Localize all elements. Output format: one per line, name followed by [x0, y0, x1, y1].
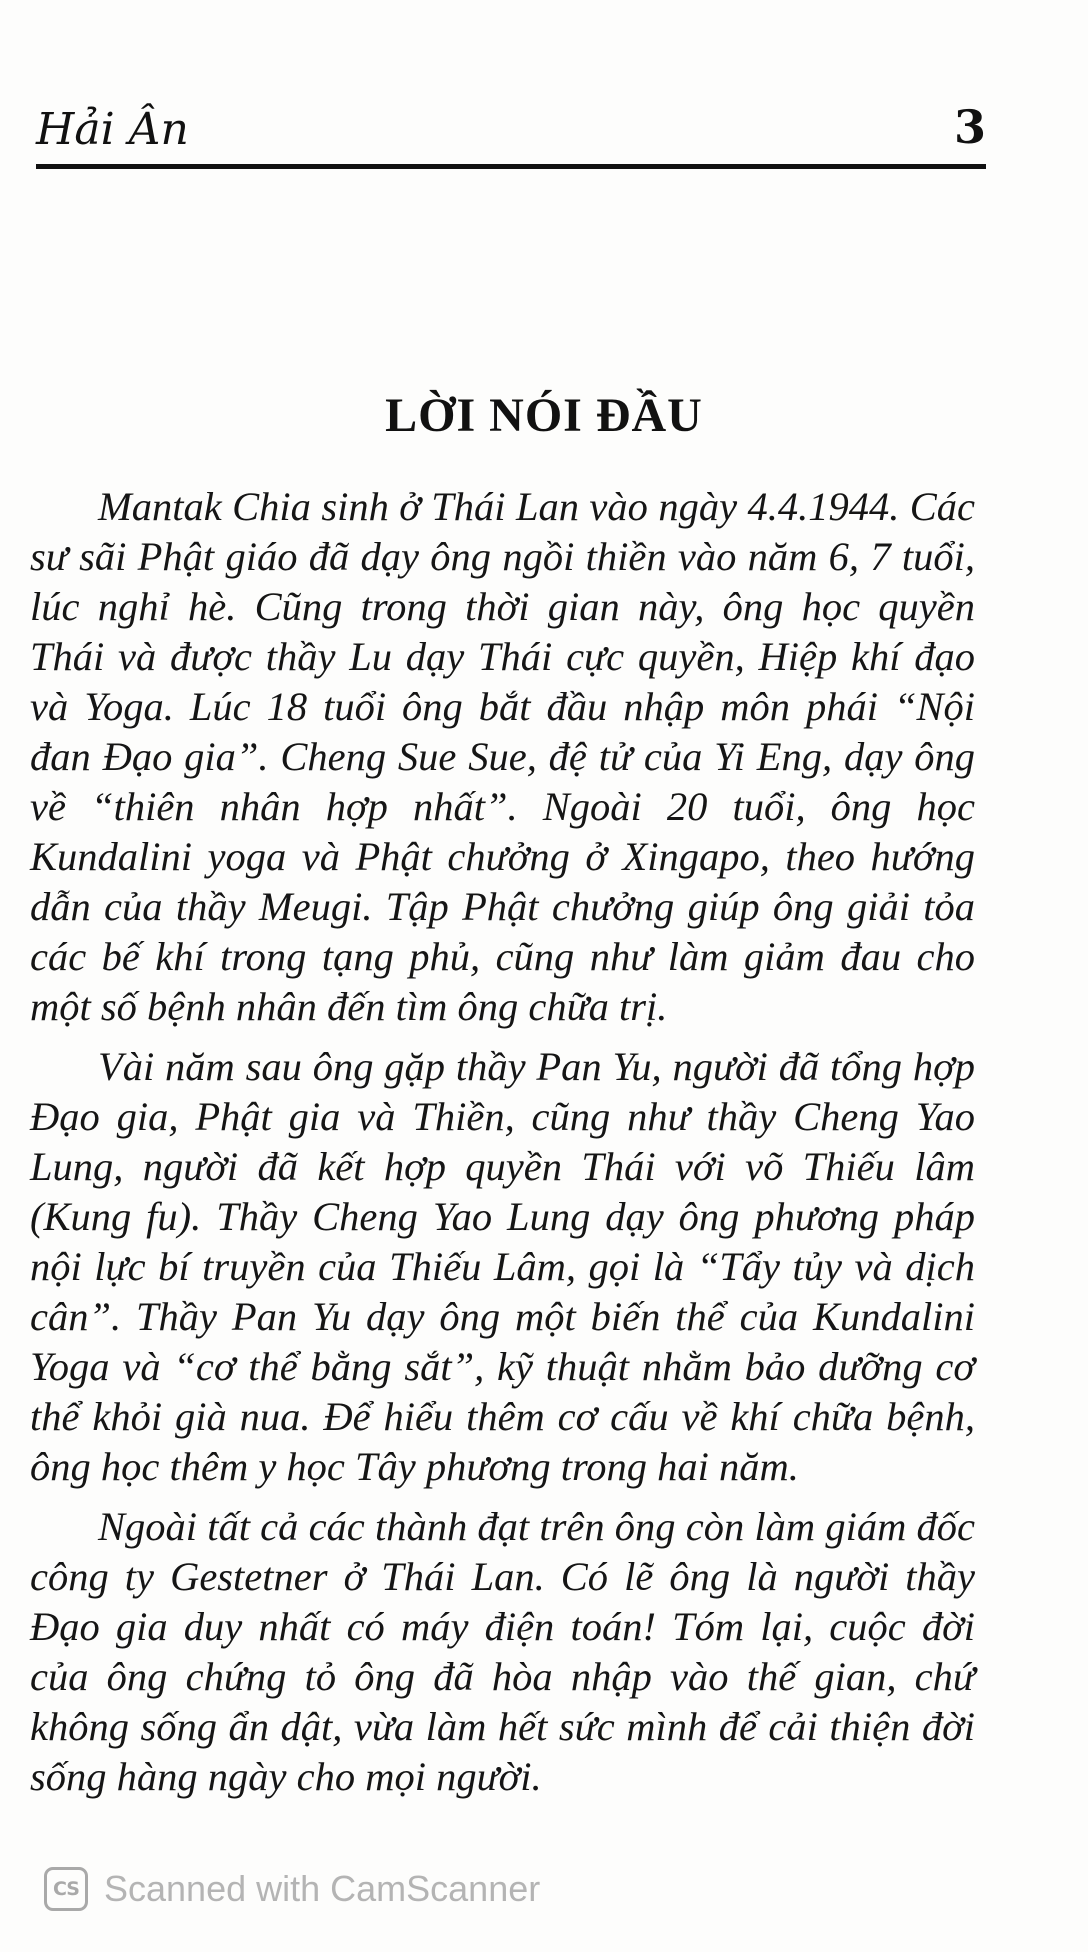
- camscanner-logo-icon: CS: [44, 1867, 88, 1911]
- watermark-text: Scanned with CamScanner: [104, 1868, 541, 1909]
- header-author: Hải Ân: [36, 104, 189, 155]
- body-text: [30, 482, 975, 1802]
- paragraph-3: Ngoài tất cả các thành đạt trên ông còn làm giám đốc công ty Gestetner ở Thái Lan. Có lẽ ông là người thầy Đạo gia duy nhất có máy điện toán! Tóm lại, cuộc đời của ông chứng tỏ ông đã hòa nhập vào thế gian, chứ không sống ẩn dật, vừa làm hết sức mình để cải thiện đời sống hàng ngày cho mọi người.: [30, 1504, 975, 1799]
- paragraph-2: Vài năm sau ông gặp thầy Pan Yu, người đã tổng hợp Đạo gia, Phật gia và Thiền, cũng như thầy Cheng Yao Lung, người đã kết hợp quyền Thái với võ Thiếu lâm (Kung fu). Thầy Cheng Yao Lung dạy ông phương pháp nội lực bí truyền của Thiếu Lâm, gọi là “Tẩy tủy và dịch cân”. Thầy Pan Yu dạy ông một biến thể của Kundalini Yoga và “cơ thể bằng sắt”, kỹ thuật nhằm bảo dưỡng cơ thể khỏi già nua. Để hiểu thêm cơ cấu về khí chữa bệnh, ông học thêm y học Tây phương trong hai năm.: [30, 1044, 975, 1489]
- paragraph-1: Mantak Chia sinh ở Thái Lan vào ngày 4.4.1944. Các sư sãi Phật giáo đã dạy ông ngồi thiền vào năm 6, 7 tuổi, lúc nghỉ hè. Cũng trong thời gian này, ông học quyền Thái và được thầy Lu dạy Thái cực quyền, Hiệp khí đạo và Yoga. Lúc 18 tuổi ông bắt đầu nhập môn phái “Nội đan Đạo gia”. Cheng Sue Sue, đệ tử của Yi Eng, dạy ông về “thiên nhân hợp nhất”. Ngoài 20 tuổi, ông học Kundalini yoga và Phật chưởng ở Xingapo, theo hướng dẫn của thầy Meugi. Tập Phật chưởng giúp ông giải tỏa các bế khí trong tạng phủ, cũng như làm giảm đau cho một số bệnh nhân đến tìm ông chữa trị.: [30, 484, 975, 1029]
- page-number: 3: [953, 100, 986, 154]
- camscanner-watermark: [44, 1864, 540, 1914]
- running-header: [36, 100, 986, 164]
- section-title: LỜI NÓI ĐẦU: [385, 389, 703, 442]
- header-rule: [36, 164, 986, 169]
